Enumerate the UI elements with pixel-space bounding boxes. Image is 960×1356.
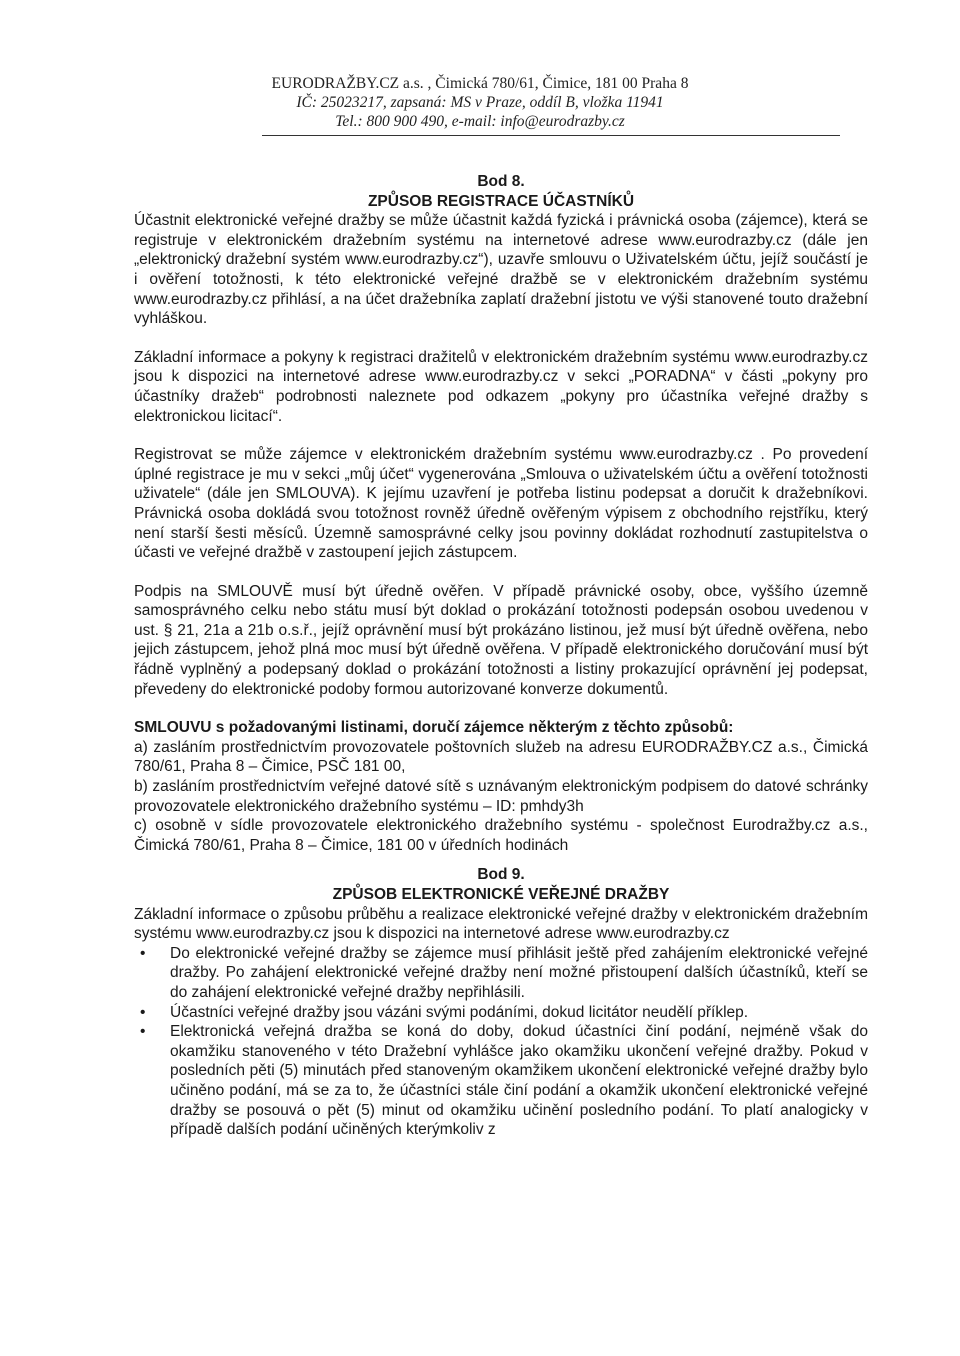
delivery-method-c: c) osobně v sídle provozovatele elektronického dražebního systému - společnost Eurodražby.cz a.s., Čimická 780/61, Praha 8 – Čimice, 181 00 v úředních hodinách [134,817,868,854]
list-item [134,944,868,1003]
letterhead [0,74,960,131]
delivery-method-b: b) zasláním prostřednictvím veřejné datové sítě s uznávaným elektronickým podpisem do datové schránky provozovatele elektronického dražebního systému – ID: pmhdy3h [134,778,868,815]
list-item [134,1022,868,1140]
document-body [134,172,868,1140]
section-9-intro: Základní informace o způsobu průběhu a realizace elektronické veřejné dražby v elektronickém dražebním systému www.eurodrazby.cz jsou k dispozici na internetové adrese www.eurodrazby.cz [134,905,868,943]
bullet-icon: • [140,944,146,962]
letterhead-contact: Tel.: 800 900 490, e-mail: info@eurodrazby.cz [335,113,625,130]
letterhead-divider [262,135,840,136]
list-item [134,1003,868,1023]
letterhead-registration: IČ: 25023217, zapsaná: MS v Praze, oddíl B, vložka 11941 [296,94,664,111]
delivery-methods-heading: SMLOUVU s požadovanými listinami, doručí zájemce některým z těchto způsobů: [134,719,734,737]
letterhead-company: EURODRAŽBY.CZ a.s. , Čimická 780/61, Čimice, 181 00 Praha 8 [271,75,689,92]
section-8-paragraph-4: Podpis na SMLOUVĚ musí být úředně ověřen. V případě právnické osoby, obce, vyššího územně samosprávného celku nebo státu musí být doklad o prokázání totožnosti podepsán osobou uvedenou v ust. § 21, 21a a 21b o.s.ř., jejíž oprávnění musí být prokázáno listinou, jež musí být úředně ověřena, nebo jejich zástupcem, jehož plná moc musí být úředně ověřena. V případě elektronického doručování musí být řádně vyplněný a podepsaný doklad o prokázání totožnosti a listiny prokazující oprávnění jej podepsat, převedeny do elektronické podoby formou autorizované konverze dokumentů. [134,582,868,698]
section-8-title: ZPŮSOB REGISTRACE ÚČASTNÍKŮ [367,192,635,210]
bullet-icon: • [140,1023,146,1041]
list-item-text: Účastníci veřejné dražby jsou vázáni svými podáními, dokud licitátor neudělí příklep. [170,1003,749,1021]
section-9-number: Bod 9. [477,866,525,884]
section-9-bullet-list [134,944,868,1140]
bullet-icon: • [140,1003,146,1021]
section-8-paragraph-2: Základní informace a pokyny k registraci dražitelů v elektronickém dražebním systému www.eurodrazby.cz jsou k dispozici na internetové adrese www.eurodrazby.cz v sekci „PORADNA“ v části „pokyny pro účastníky dražeb“ podrobnosti naleznete pod odkazem „pokyny pro účastníka veřejné dražby s elektronickou licitací“. [134,348,868,425]
delivery-method-a: a) zasláním prostřednictvím provozovatele poštovních služeb na adresu EURODRAŽBY.CZ a.s., Čimická 780/61, Praha 8 – Čimice, PSČ 181 00, [134,738,868,776]
section-9-title: ZPŮSOB ELEKTRONICKÉ VEŘEJNÉ DRAŽBY [332,886,670,903]
list-item-text: Elektronická veřejná dražba se koná do doby, dokud účastníci činí podání, nejméně však do okamžiku stanoveného v této Dražební vyhlášce jako okamžiku ukončení veřejné dražby. Pokud v posledních pěti (5) minutách před stanoveným okamžikem ukončení elektronické veřejné dražby bylo učiněno podání, má se za to, že účastníci stále činí podání a okamžik ukončení elektronické veřejné dražby se posouvá o pět (5) minut od okamžiku učinění posledního podání. To platí analogicky v případě dalších podání učiněných kterýmkoliv z [170,1023,868,1139]
section-8-paragraph-1: Účastnit elektronické veřejné dražby se může účastnit každá fyzická i právnická osoba (zájemce), která se registruje v elektronickém dražebním systému na internetové adrese www.eurodrazby.cz (dále jen „elektronický dražební systém www.eurodrazby.cz“), uzavře smlouvu o Uživatelském účtu, jejíž součástí je i ověření totožnosti, k této elektronické veřejné dražbě se v elektronickém dražebním systému www.eurodrazby.cz přihlásí, a na účet dražebníka zaplatí dražební jistotu ve výši stanovené touto dražební vyhláškou. [134,212,868,328]
section-8-number: Bod 8. [477,173,525,190]
section-8-paragraph-3: Registrovat se může zájemce v elektronickém dražebním systému www.eurodrazby.cz . Po provedení úplné registrace je mu v sekci „můj účet“ vygenerována „Smlouva o uživatelském účtu a ověření totožnosti uživatele“ (dále jen SMLOUVA). K jejímu uzavření je potřeba listinu podepsat a doručit k dražebníkovi. Právnická osoba dokládá svou totožnost rovněž úředně ověřeným výpisem z obchodního rejstříku, který není starší šesti měsíců. Územně samosprávné celky jsou povinny dokládat rozhodnutí zastupitelstva o účasti ve veřejné dražbě v zastoupení jejich zástupcem. [134,446,868,562]
list-item-text: Do elektronické veřejné dražby se zájemce musí přihlásit ještě před zahájením elektronické veřejné dražby. Po zahájení elektronické veřejné dražby není možné přistoupení dalších účastníků, kteří se do zahájení elektronické veřejné dražby nepřihlásili. [170,944,868,1001]
